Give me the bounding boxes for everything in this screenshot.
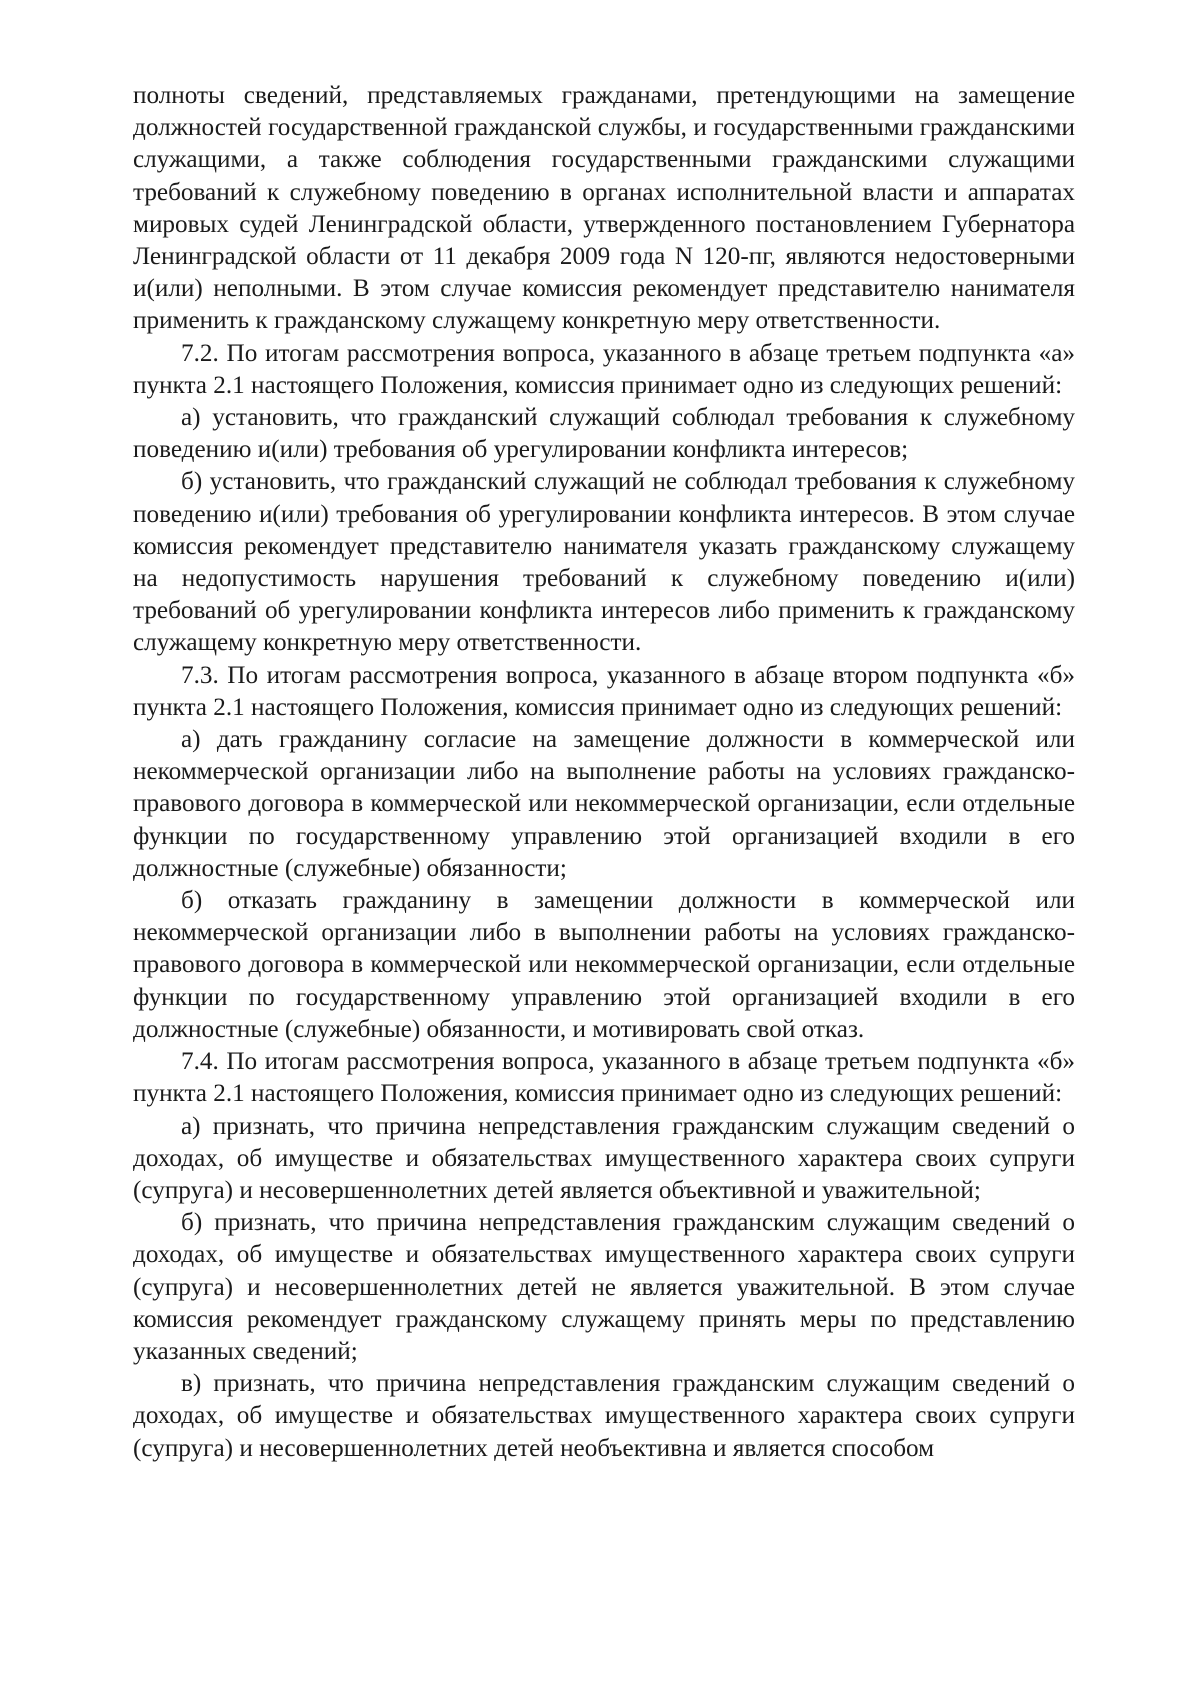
paragraph-7-4-a: а) признать, что причина непредставления гражданским служащим сведений о доходах, об имуществе и обязательствах имущественного характера своих супруги (супруга) и несовершеннолетних детей является объективной и уважительной; — [133, 1112, 1075, 1204]
paragraph-7-4: 7.4. По итогам рассмотрения вопроса, указанного в абзаце третьем подпункта «б» пункта 2.1 настоящего Положения, комиссия принимает одно из следующих решений: — [133, 1048, 1075, 1108]
paragraph-7-2-b: б) установить, что гражданский служащий не соблюдал требования к служебному поведению и(или) требования об урегулировании конфликта интересов. В этом случае комиссия рекомендует представителю нанимателя указать гражданскому служащему на недопустимость нарушения требований к служебному поведению и(или) требований об урегулировании конфликта интересов либо применить к гражданскому служащему конкретную меру ответственности. — [133, 468, 1075, 657]
paragraph-continuation: полноты сведений, представляемых гражданами, претендующими на замещение должностей государственной гражданской службы, и государственными гражданскими служащими, а также соблюдения государственными гражданскими служащими требований к служебному поведению в органах исполнительной власти и аппаратах мировых судей Ленинградской области, утвержденного постановлением Губернатора Ленинградской области от 11 декабря 2009 года N 120-пг, являются недостоверными и(или) неполными. В этом случае комиссия рекомендует представителю нанимателя применить к гражданскому служащему конкретную меру ответственности. — [133, 82, 1075, 335]
paragraph-7-4-b: б) признать, что причина непредставления гражданским служащим сведений о доходах, об имуществе и обязательствах имущественного характера своих супруги (супруга) и несовершеннолетних детей не является уважительной. В этом случае комиссия рекомендует гражданскому служащему принять меры по представлению указанных сведений; — [133, 1209, 1075, 1365]
paragraph-7-3-b: б) отказать гражданину в замещении должности в коммерческой или некоммерческой организации либо в выполнении работы на условиях гражданско-правового договора в коммерческой или некоммерческой организации, если отдельные функции по государственному управлению этой организацией входили в его должностные (служебные) обязанности, и мотивировать свой отказ. — [133, 887, 1075, 1043]
paragraph-7-3: 7.3. По итогам рассмотрения вопроса, указанного в абзаце втором подпункта «б» пункта 2.1 настоящего Положения, комиссия принимает одно из следующих решений: — [133, 661, 1075, 721]
paragraph-7-3-a: а) дать гражданину согласие на замещение должности в коммерческой или некоммерческой организации либо на выполнение работы на условиях гражданско-правового договора в коммерческой или некоммерческой организации, если отдельные функции по государственному управлению этой организацией входили в его должностные (служебные) обязанности; — [133, 726, 1075, 882]
paragraph-7-2: 7.2. По итогам рассмотрения вопроса, указанного в абзаце третьем подпункта «а» пункта 2.1 настоящего Положения, комиссия принимает одно из следующих решений: — [133, 339, 1075, 399]
document-page — [133, 80, 1075, 1465]
paragraph-7-2-a: а) установить, что гражданский служащий соблюдал требования к служебному поведению и(или) требования об урегулировании конфликта интересов; — [133, 404, 1075, 464]
paragraph-7-4-v: в) признать, что причина непредставления гражданским служащим сведений о доходах, об имуществе и обязательствах имущественного характера своих супруги (супруга) и несовершеннолетних детей необъективна и является способом — [133, 1370, 1075, 1462]
